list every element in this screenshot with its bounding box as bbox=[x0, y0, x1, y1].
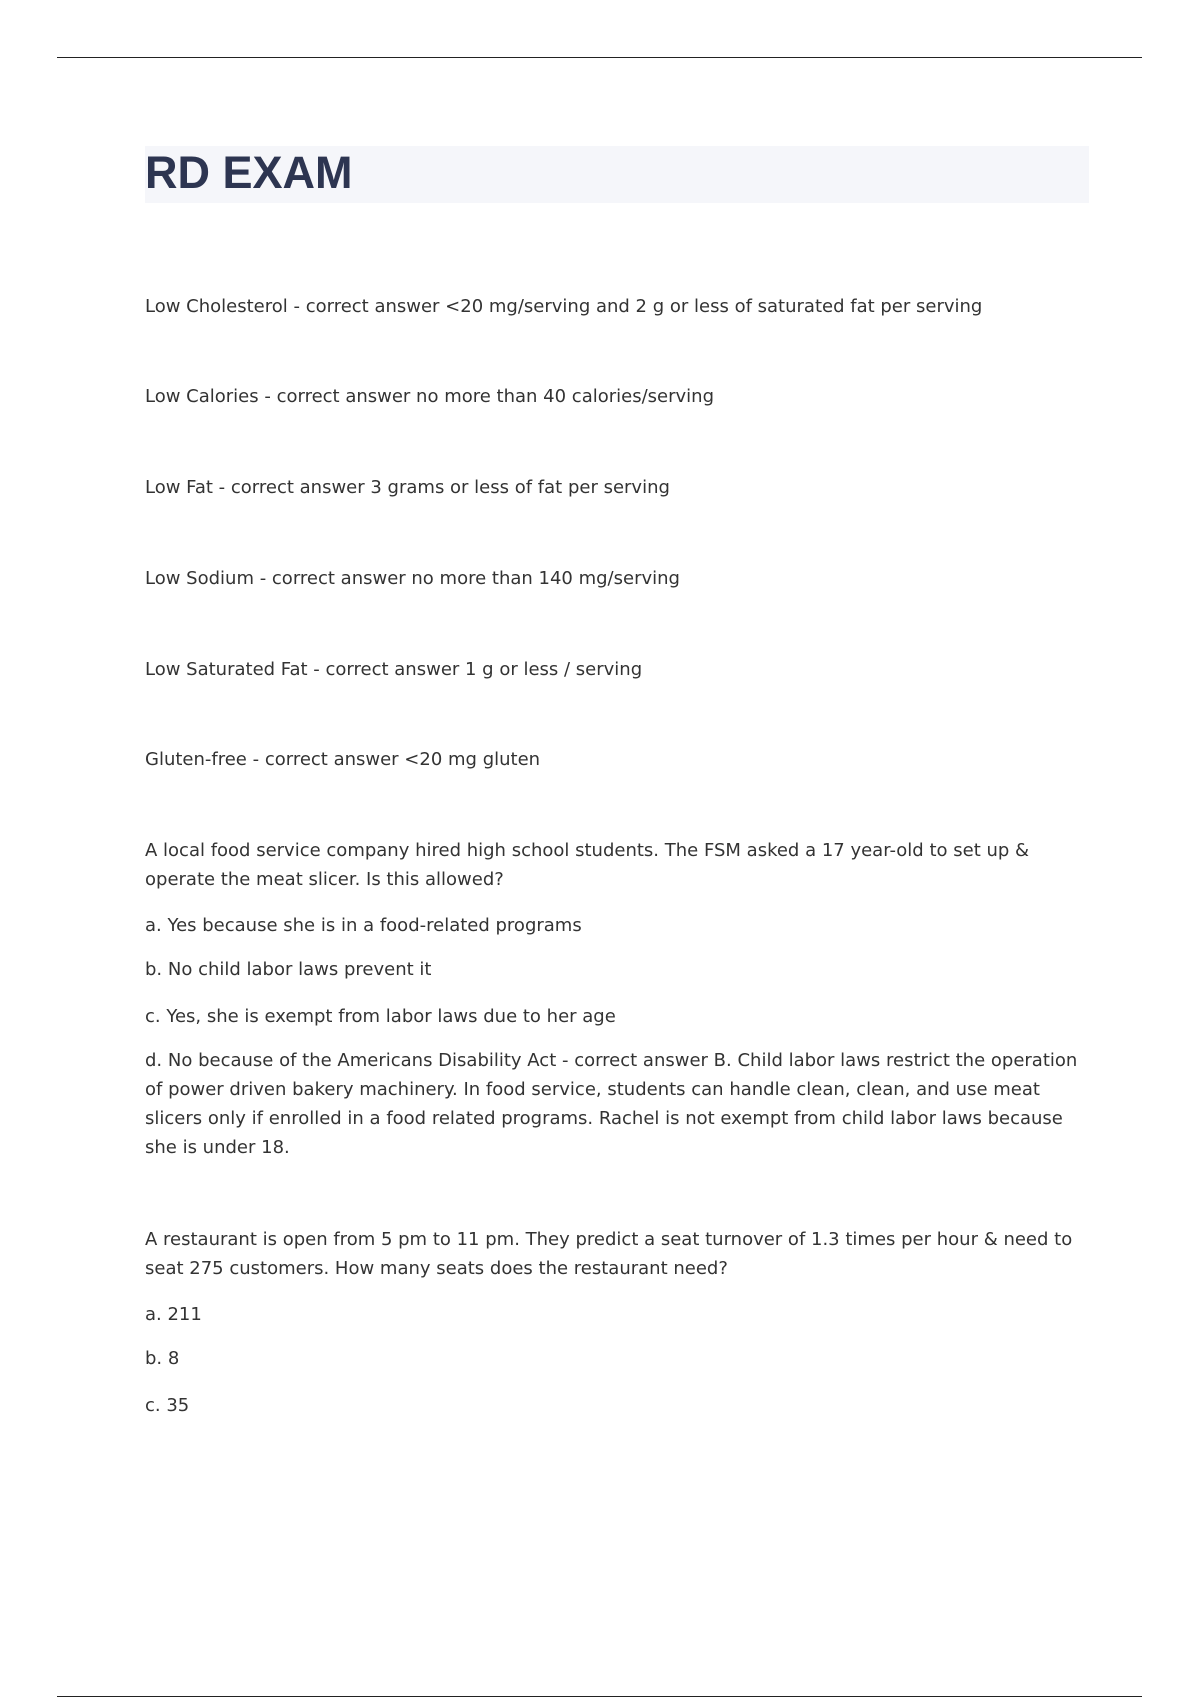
question2-prompt: A restaurant is open from 5 pm to 11 pm. They predict a seat turnover of 1.3 times per hour & need to seat 275 customers. How many seats does the restaurant need? bbox=[145, 1229, 1073, 1279]
question1-option-a: a. Yes because she is in a food-related programs bbox=[145, 915, 582, 936]
question2-option-a: a. 211 bbox=[145, 1304, 202, 1325]
flashcard-low-calories: Low Calories - correct answer no more than 40 calories/serving bbox=[145, 386, 714, 407]
flashcard-low-fat: Low Fat - correct answer 3 grams or less of fat per serving bbox=[145, 477, 670, 498]
question1-option-d-answer: d. No because of the Americans Disability Act - correct answer B. Child labor laws restrict the operation of power driven bakery machinery. In food service, students can handle clean, clean, and use meat slicers only if enrolled in a food related programs. Rachel is not exempt from child labor laws because she is under 18. bbox=[145, 1050, 1078, 1158]
question2-option-c: c. 35 bbox=[145, 1395, 190, 1416]
flashcard-low-sodium: Low Sodium - correct answer no more than 140 mg/serving bbox=[145, 568, 680, 589]
question1-prompt: A local food service company hired high school students. The FSM asked a 17 year-old to set up & operate the meat slicer. Is this allowed? bbox=[145, 840, 1030, 890]
top-rule bbox=[57, 57, 1142, 58]
question1-option-c: c. Yes, she is exempt from labor laws due to her age bbox=[145, 1006, 616, 1027]
flashcard-low-cholesterol: Low Cholesterol - correct answer <20 mg/serving and 2 g or less of saturated fat per serving bbox=[145, 296, 983, 317]
flashcard-gluten-free: Gluten-free - correct answer <20 mg gluten bbox=[145, 749, 541, 770]
flashcard-low-saturated-fat: Low Saturated Fat - correct answer 1 g or less / serving bbox=[145, 659, 643, 680]
page-title: RD EXAM bbox=[145, 147, 353, 198]
bottom-rule bbox=[57, 1696, 1142, 1697]
title-band bbox=[145, 146, 1089, 203]
question1-option-b: b. No child labor laws prevent it bbox=[145, 959, 432, 980]
question2-option-b: b. 8 bbox=[145, 1348, 180, 1369]
